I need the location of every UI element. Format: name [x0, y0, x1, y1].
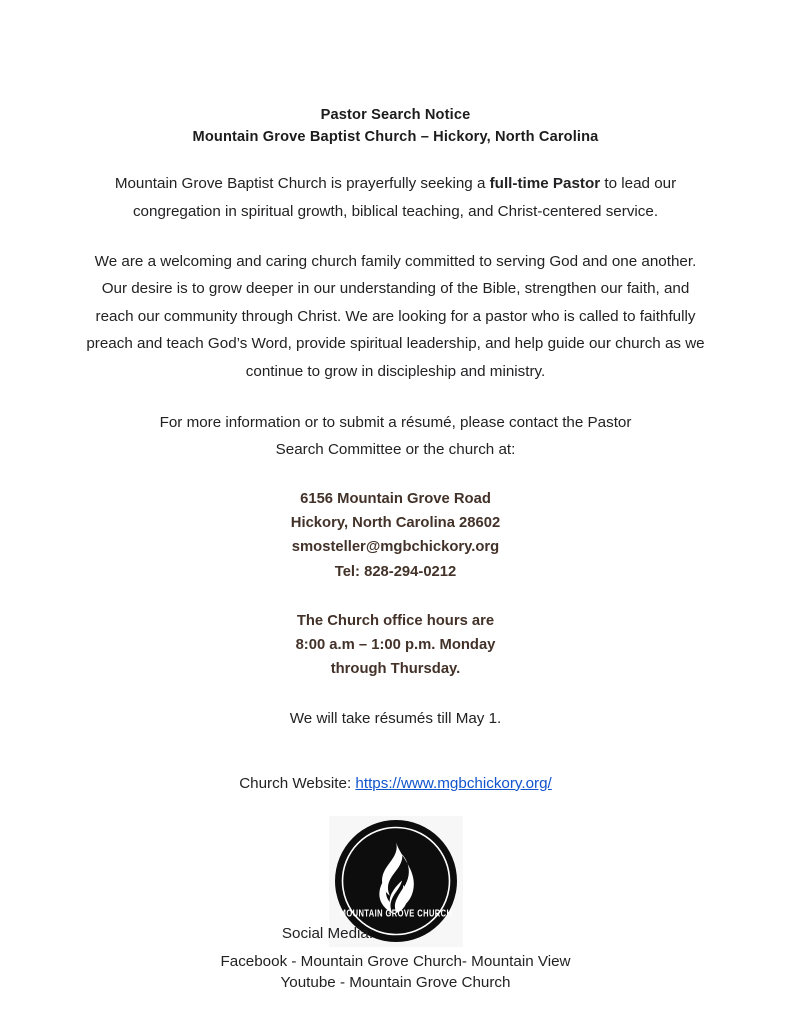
office-hours-line-3: through Thursday.	[330, 661, 461, 678]
title-line-2: Mountain Grove Baptist Church – Hickory, North Carolina	[192, 129, 599, 146]
intro-paragraph	[86, 170, 705, 225]
logo-circle-text: MOUNTAIN GROVE CHURCH	[339, 907, 452, 919]
full-time-pastor-emphasis: full-time Pastor	[489, 175, 601, 193]
church-website-label: Church Website:	[239, 774, 356, 792]
office-hours-line-1: The Church office hours are	[296, 612, 495, 629]
contact-block	[86, 487, 705, 584]
contact-email[interactable]: smosteller@mgbchickory.org	[291, 539, 500, 556]
social-media-youtube: Youtube - Mountain Grove Church	[280, 974, 511, 992]
church-website-line	[86, 772, 705, 796]
contact-instructions-paragraph: For more information or to submit a résumé, please contact the Pastor Search Committee or the church at:	[159, 413, 632, 459]
intro-text-before: Mountain Grove Baptist Church is prayerfully seeking a	[114, 175, 490, 193]
church-description-paragraph: We are a welcoming and caring church family committed to serving God and one another. Our desire is to grow deeper in our understanding of the Bible, strengthen our faith, and reach our community through Christ. We are looking for a pastor who is called to faithfully preach and teach God’s Word, provide spiritual leadership, and help guide our church as we continue to grow in discipleship and ministry.	[86, 252, 705, 380]
contact-street: 6156 Mountain Grove Road	[300, 490, 491, 507]
resume-deadline-note: We will take résumés till May 1.	[289, 709, 502, 727]
title-line-1: Pastor Search Notice	[320, 107, 471, 123]
social-media-label: Social Media:	[281, 924, 374, 942]
page-title	[86, 104, 705, 148]
contact-city-state-zip: Hickory, North Carolina 28602	[290, 515, 501, 532]
office-hours-block	[86, 609, 705, 682]
pastor-search-notice	[86, 104, 705, 994]
church-website-link[interactable]: https://www.mgbchickory.org/	[355, 774, 552, 792]
intro-text-after: to lead our congregation in spiritual growth, biblical teaching, and Christ-centered service.	[132, 175, 677, 220]
contact-phone[interactable]: Tel: 828-294-0212	[334, 563, 457, 580]
social-media-facebook: Facebook - Mountain Grove Church- Mountain View	[220, 952, 571, 970]
office-hours-line-2: 8:00 a.m – 1:00 p.m. Monday	[295, 637, 496, 654]
social-media-block	[86, 923, 705, 994]
